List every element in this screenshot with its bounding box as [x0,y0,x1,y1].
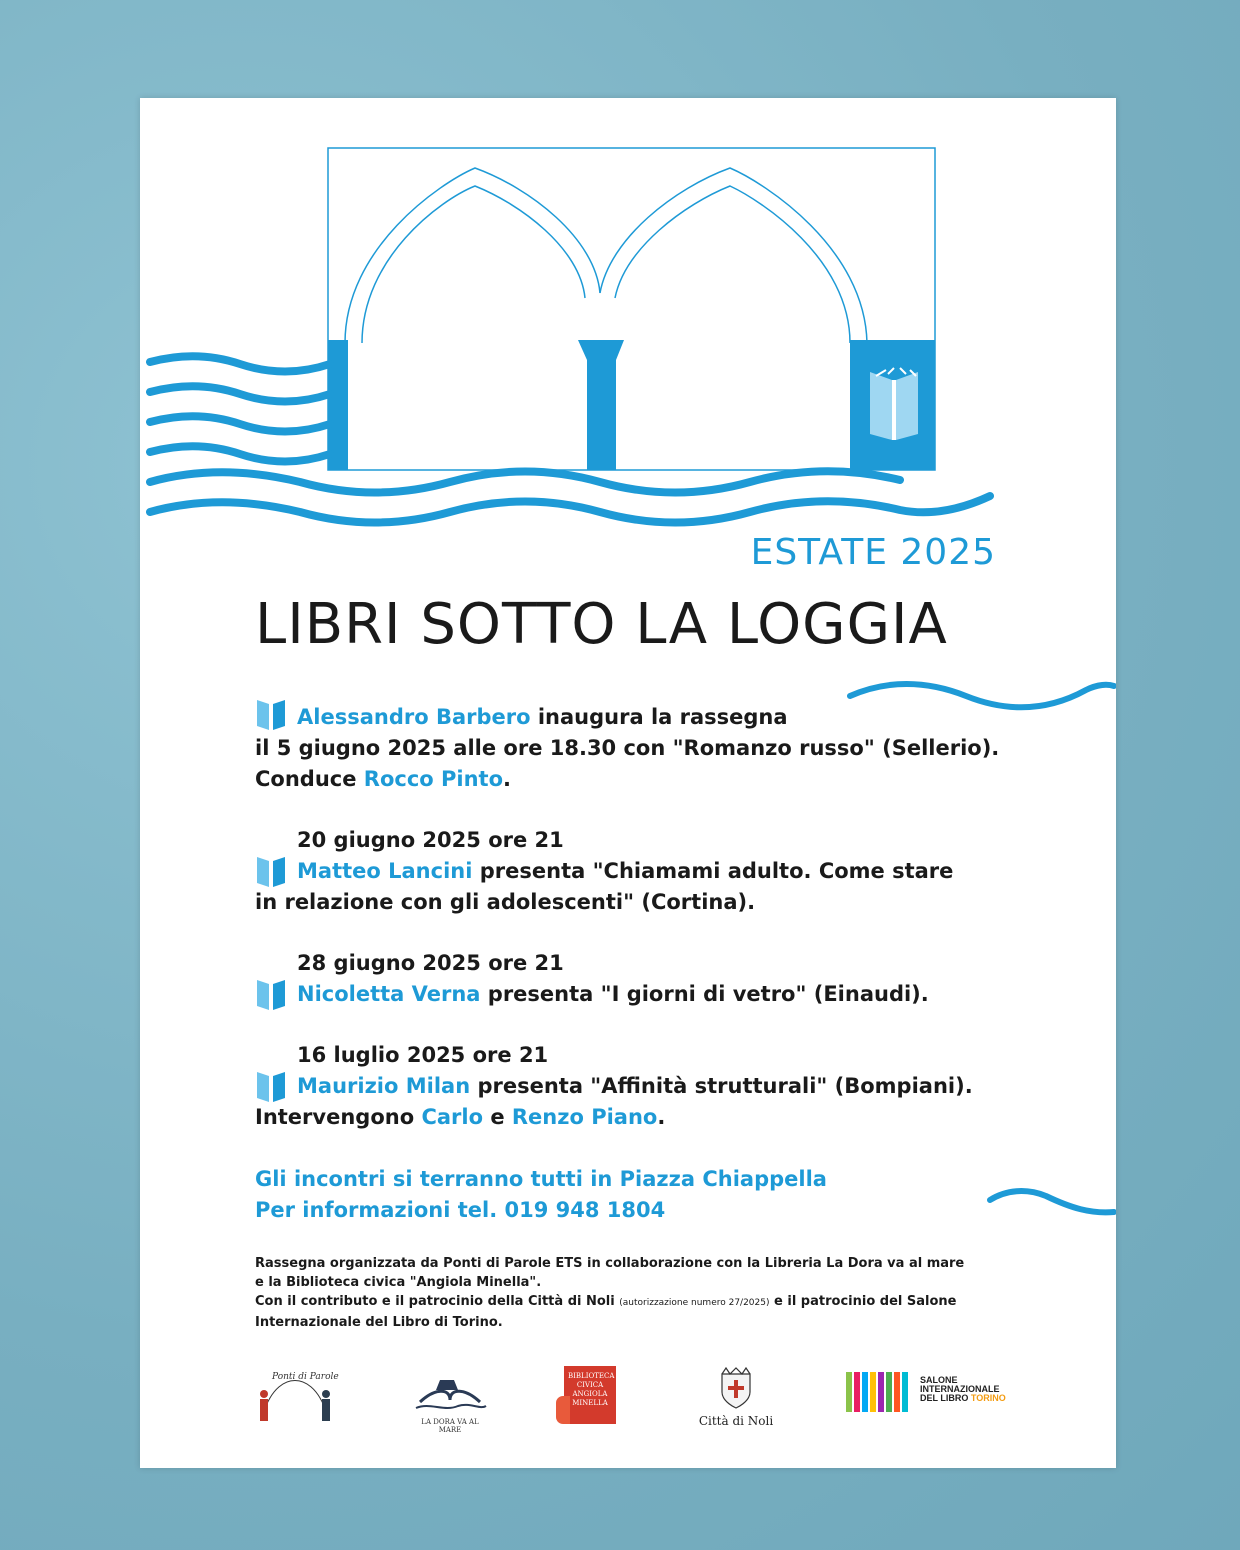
noli-logo-text: Città di Noli [698,1414,774,1428]
event-author: Maurizio Milan [297,1074,471,1098]
event-guest: Carlo [421,1105,484,1129]
credits-line: e la Biblioteca civica "Angiola Minella". [255,1275,542,1290]
event-date: 20 giugno 2025 ore 21 [297,828,564,852]
book-icon [255,853,287,887]
event-item [255,1040,1055,1133]
punctuation: . [503,767,512,791]
loggia-illustration [140,98,1116,538]
event-host: Rocco Pinto [363,767,504,791]
event-description: presenta "I giorni di vetro" (Einaudi). [480,982,929,1006]
event-item [255,702,1055,795]
event-guests-prefix: Intervengono [255,1105,422,1129]
la-dora-logo-text: LA DORA VA AL MARE [421,1418,479,1434]
loggia-frame [328,148,935,470]
arch-right-inner [615,186,850,343]
event-description-cont: in relazione con gli adolescenti" (Cortina). [255,890,756,914]
credits-block [255,1254,1035,1332]
salone-text-torino: TORINO [970,1393,1006,1403]
event-host-prefix: Conduce [255,767,364,791]
biblioteca-logo [556,1366,618,1432]
sponsor-logos [250,1366,1010,1436]
event-date: 16 luglio 2025 ore 21 [297,1043,549,1067]
event-description: presenta "Affinità strutturali" (Bompiani). [470,1074,973,1098]
credits-line: e il patrocinio del Salone [769,1294,957,1309]
punctuation: . [657,1105,666,1129]
salone-libro-logo [846,1366,1016,1432]
pillar-center [578,340,624,470]
book-icon [255,1068,287,1102]
salone-text: INTERNAZIONALE [920,1384,1000,1394]
event-description: presenta "Chiamami adulto. Come stare [472,859,954,883]
book-icon [255,696,287,730]
arch-left-inner [362,186,585,343]
authorization-note: (autorizzazione numero 27/2025) [619,1298,770,1308]
edition-label: ESTATE 2025 [750,532,996,573]
credits-line: Con il contributo e il patrocinio della Città di Noli [255,1294,620,1309]
phone-info: Per informazioni tel. 019 948 1804 [255,1198,666,1222]
book-icon [255,976,287,1010]
la-dora-logo [410,1366,490,1432]
accent-wave-bottom [986,1186,1116,1226]
salone-text: DEL LIBRO [920,1393,969,1403]
event-item [255,948,1055,1010]
event-author: Nicoletta Verna [297,982,481,1006]
citta-di-noli-logo [696,1366,776,1432]
event-list [255,702,1055,1163]
ponti-di-parole-logo [250,1366,340,1432]
salone-text: SALONE [920,1375,958,1385]
noli-crest-icon [696,1366,776,1410]
arch-left [345,168,600,343]
credits-line: Rassegna organizzata da Ponti di Parole ETS in collaborazione con la Libreria La Dora va al mare [255,1256,965,1271]
event-description: inaugura la rassegna [530,705,788,729]
venue-info: Gli incontri si terranno tutti in Piazza Chiappella [255,1167,827,1191]
conjunction: e [483,1105,512,1129]
poster [140,98,1116,1468]
arch-right [600,168,867,343]
event-author: Alessandro Barbero [297,705,531,729]
ponti-logo-text: Ponti di Parole [272,1372,339,1382]
poster-title: LIBRI SOTTO LA LOGGIA [255,592,948,657]
credits-line: Internazionale del Libro di Torino. [255,1315,503,1330]
biblioteca-logo-text: BIBLIOTECA CIVICA ANGIOLA MINELLA [568,1372,615,1407]
event-date-title: il 5 giugno 2025 alle ore 18.30 con "Romanzo russo" (Sellerio). [255,736,1000,760]
info-block [255,1164,827,1226]
event-author: Matteo Lancini [297,859,473,883]
event-date: 28 giugno 2025 ore 21 [297,951,564,975]
event-item [255,825,1055,918]
event-guest: Renzo Piano [511,1105,658,1129]
